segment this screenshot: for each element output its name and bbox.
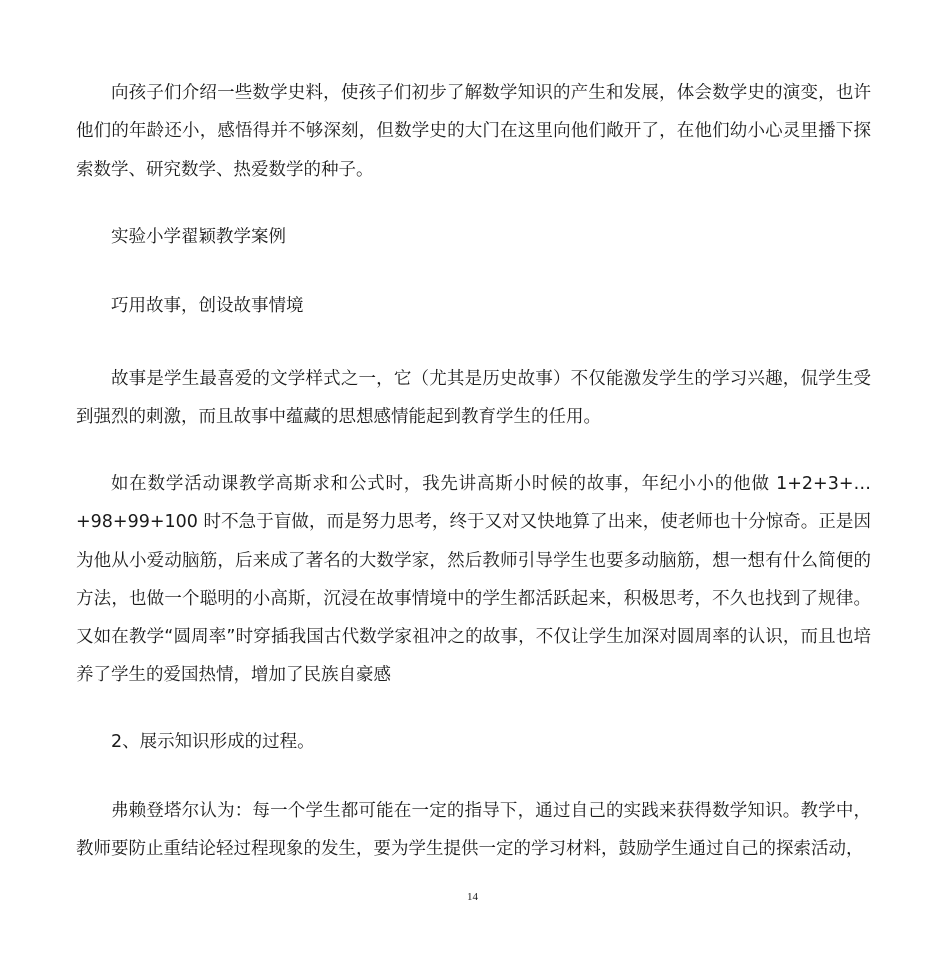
paragraph-gauss-story: 如在数学活动课教学高斯求和公式时，我先讲高斯小时候的故事，年纪小小的他做 1+2+3+…+98+99+100 时不急于盲做，而是努力思考，终于又对又快地算了出来，使老师也十分惊奇。正是因为他从小爱动脑筋，后来成了著名的大数学家，然后教师引导学生也要多动脑筋，想一想有什么简便的方法，也做一个聪明的小高斯，沉浸在故事情境中的学生都活跃起来，积极思考，不久也找到了规律。又如在教学“圆周率”时穿插我国古代数学家祖冲之的故事，不仅让学生加深对圆周率的认识，而且也培养了学生的爱国热情，增加了民族自豪感 <box>76 474 871 686</box>
page-number: 14 <box>467 891 478 903</box>
paragraph-numbered-heading: 2、展示知识形成的过程。 <box>111 732 315 752</box>
paragraph-math-history: 向孩子们介绍一些数学史料，使孩子们初步了解数学知识的产生和发展，体会数学史的演变，也许他们的年龄还小，感悟得并不够深刻，但数学史的大门在这里向他们敞开了，在他们幼小心灵里播下探索数学、研究数学、热爱数学的种子。 <box>76 83 871 180</box>
paragraph-section-heading: 巧用故事，创设故事情境 <box>111 296 304 316</box>
paragraph-story-intro: 故事是学生最喜爱的文学样式之一，它（尤其是历史故事）不仅能激发学生的学习兴趣，侃学生受到强烈的刺激，而且故事中蕴藏的思想感情能起到教育学生的任用。 <box>76 369 871 428</box>
paragraph-freudenthal: 弗赖登塔尔认为：每一个学生都可能在一定的指导下，通过自己的实践来获得数学知识。教学中，教师要防止重结论轻过程现象的发生，要为学生提供一定的学习材料，鼓励学生通过自己的探索活动， <box>76 801 871 860</box>
paragraph-case-title: 实验小学翟颖教学案例 <box>111 227 286 247</box>
